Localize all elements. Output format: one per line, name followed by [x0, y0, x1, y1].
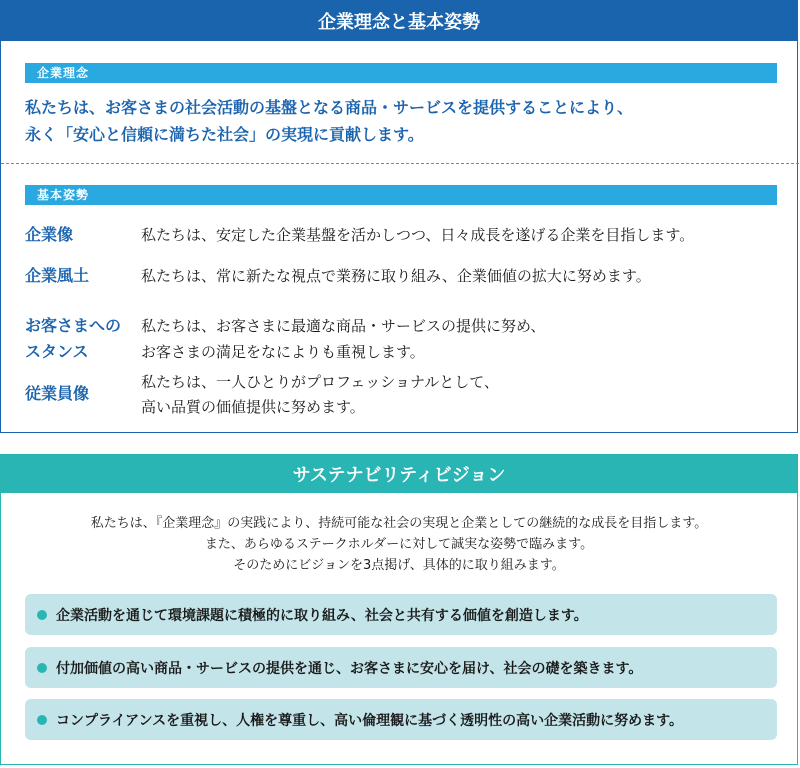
vision-text: 付加価値の高い商品・サービスの提供を通じ、お客さまに安心を届け、社会の礎を築きます。	[56, 660, 643, 677]
philosophy-line: 私たちは、お客さまの社会活動の基盤となる商品・サービスを提供することにより、	[25, 98, 634, 117]
vision-item	[25, 594, 777, 635]
stance-term-line: お客さまへの	[25, 316, 122, 335]
stance-term-line: 企業像	[25, 225, 74, 244]
vision-text: 企業活動を通じて環境課題に積極的に取り組み、社会と共有する価値を創造します。	[56, 607, 588, 624]
stance-term-line: スタンス	[25, 342, 89, 361]
stance-description: 私たちは、安定した企業基盤を活かしつつ、日々成長を遂げる企業を目指します。	[141, 226, 695, 244]
stance-term	[25, 264, 137, 288]
stance-description: 私たちは、お客さまに最適な商品・サービスの提供に努め、 お客さまの満足をなによりも重視します。	[141, 317, 546, 361]
bullet-dot-icon	[37, 715, 47, 725]
vision-item	[25, 647, 777, 688]
stance-term-line: 企業風土	[25, 266, 90, 285]
intro-line: 私たちは、『企業理念』の実践により、持続可能な社会の実現と企業としての継続的な成長を目指します。	[90, 516, 708, 531]
stance-term	[25, 313, 137, 365]
vision-item	[25, 699, 777, 740]
philosophy-label: 企業理念	[25, 63, 777, 83]
vision-section	[0, 454, 798, 765]
stance-description: 私たちは、常に新たな視点で業務に取り組み、企業価値の拡大に努めます。	[141, 267, 651, 285]
vision-text: コンプライアンスを重視し、人権を尊重し、高い倫理観に基づく透明性の高い企業活動に努めます。	[56, 712, 684, 729]
intro-line: そのためにビジョンを3点掲げ、具体的に取り組みます。	[233, 558, 565, 573]
vision-intro	[1, 513, 797, 576]
philosophy-statement	[25, 94, 785, 148]
stance-description: 私たちは、一人ひとりがプロフェッショナルとして、 高い品質の価値提供に努めます。	[141, 373, 499, 416]
section-divider	[1, 163, 799, 164]
stance-term-line: 従業員像	[25, 384, 90, 403]
bullet-dot-icon	[37, 663, 47, 673]
stance-label: 基本姿勢	[25, 185, 777, 205]
vision-section-title: サステナビリティビジョン	[1, 455, 797, 493]
stance-term	[25, 382, 137, 406]
intro-line: また、あらゆるステークホルダーに対して誠実な姿勢で臨みます。	[204, 537, 594, 552]
philosophy-section-title: 企業理念と基本姿勢	[1, 1, 797, 41]
stance-term	[25, 223, 137, 247]
philosophy-line: 永く「安心と信頼に満ちた社会」の実現に貢献します。	[25, 125, 424, 144]
bullet-dot-icon	[37, 610, 47, 620]
